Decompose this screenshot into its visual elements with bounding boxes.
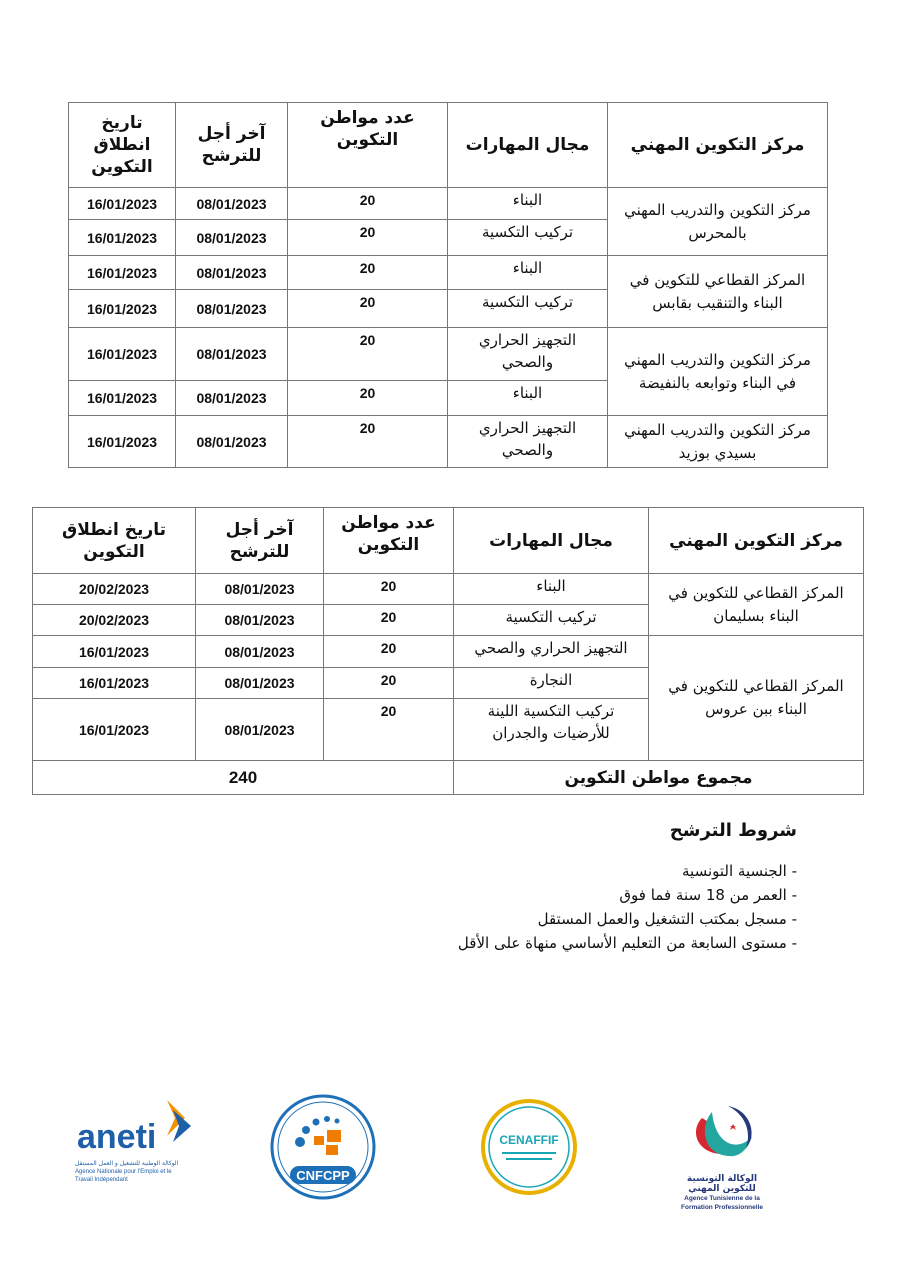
start-date-cell: 16/01/2023 xyxy=(33,699,196,761)
table-row xyxy=(69,416,828,468)
start-date-cell: 20/02/2023 xyxy=(33,574,196,605)
start-date-cell: 16/01/2023 xyxy=(69,256,176,290)
atfp-logo xyxy=(672,1100,772,1210)
start-date-cell: 16/01/2023 xyxy=(69,328,176,381)
table-row xyxy=(33,574,864,605)
aneti-subtitle-fr: Agence Nationale pour l'Emploi et le Travail Indépendant xyxy=(75,1169,172,1183)
cenaffif-logo xyxy=(480,1098,578,1196)
deadline-cell: 08/01/2023 xyxy=(196,605,324,636)
aneti-subtitle-ar: الوكالة الوطنية للتشغيل و العمل المستقل xyxy=(75,1160,179,1167)
deadline-cell: 08/01/2023 xyxy=(176,416,288,468)
header-deadline: آخر أجل للترشح xyxy=(176,103,288,188)
seats-cell: 20 xyxy=(288,290,448,328)
total-value: 240 xyxy=(33,761,454,795)
header-start: تاريخ انطلاق التكوين xyxy=(33,508,196,574)
start-date-cell: 16/01/2023 xyxy=(33,636,196,668)
conditions-section xyxy=(297,820,797,955)
aneti-logo xyxy=(75,1096,205,1196)
start-date-cell: 16/01/2023 xyxy=(69,220,176,256)
start-date-cell: 16/01/2023 xyxy=(69,188,176,220)
header-start: تاريخ انطلاق التكوين xyxy=(69,103,176,188)
header-center: مركز التكوين المهني xyxy=(649,508,864,574)
condition-item: - مستوى السابعة من التعليم الأساسي منهاة على الأقل xyxy=(457,934,797,952)
skill-cell: البناء xyxy=(448,188,608,220)
skill-cell: التجهيز الحراري والصحي xyxy=(454,636,649,668)
skill-cell: تركيب التكسية xyxy=(454,605,649,636)
seats-cell: 20 xyxy=(324,574,454,605)
header-center: مركز التكوين المهني xyxy=(608,103,828,188)
seats-cell: 20 xyxy=(324,605,454,636)
deadline-cell: 08/01/2023 xyxy=(176,290,288,328)
training-table-2 xyxy=(32,507,864,795)
seats-cell: 20 xyxy=(324,699,454,761)
condition-item: - الجنسية التونسية xyxy=(682,862,797,880)
table-row xyxy=(33,636,864,668)
skill-cell: تركيب التكسية اللينة للأرضيات والجدران xyxy=(454,699,649,761)
svg-text:aneti: aneti xyxy=(77,1118,157,1156)
cnfcpp-logo xyxy=(270,1094,376,1200)
skill-cell: البناء xyxy=(448,381,608,416)
start-date-cell: 16/01/2023 xyxy=(69,416,176,468)
center-name: مركز التكوين والتدريب المهني في البناء وتوابعه بالنفيضة xyxy=(608,328,828,416)
header-seats: عدد مواطن التكوين xyxy=(288,103,448,188)
seats-cell: 20 xyxy=(324,636,454,668)
header-deadline: آخر أجل للترشح xyxy=(196,508,324,574)
start-date-cell: 16/01/2023 xyxy=(69,381,176,416)
total-label: مجموع مواطن التكوين xyxy=(454,761,864,795)
skill-cell: النجارة xyxy=(454,668,649,699)
table-row xyxy=(69,328,828,381)
deadline-cell: 08/01/2023 xyxy=(176,188,288,220)
seats-cell: 20 xyxy=(288,188,448,220)
svg-text:CNFCPP: CNFCPP xyxy=(296,1168,350,1183)
skill-cell: تركيب التكسية xyxy=(448,290,608,328)
center-name: المركز القطاعي للتكوين في البناء بسليمان xyxy=(649,574,864,636)
deadline-cell: 08/01/2023 xyxy=(196,699,324,761)
deadline-cell: 08/01/2023 xyxy=(176,256,288,290)
start-date-cell: 20/02/2023 xyxy=(33,605,196,636)
conditions-title: شروط الترشح xyxy=(669,820,797,841)
center-name: المركز القطاعي للتكوين في البناء ببن عروس xyxy=(649,636,864,761)
seats-cell: 20 xyxy=(288,256,448,290)
start-date-cell: 16/01/2023 xyxy=(69,290,176,328)
skill-cell: البناء xyxy=(448,256,608,290)
seats-cell: 20 xyxy=(324,668,454,699)
deadline-cell: 08/01/2023 xyxy=(196,574,324,605)
table-row xyxy=(69,188,828,220)
seats-cell: 20 xyxy=(288,416,448,468)
skill-cell: تركيب التكسية xyxy=(448,220,608,256)
seats-cell: 20 xyxy=(288,381,448,416)
deadline-cell: 08/01/2023 xyxy=(176,328,288,381)
svg-text:CENAFFIF: CENAFFIF xyxy=(499,1133,559,1147)
atfp-subtitle-ar: الوكالة التونسية للتكوين المهني xyxy=(686,1174,758,1194)
cenaffif-emblem-icon xyxy=(480,1098,578,1196)
total-row xyxy=(33,761,864,795)
aneti-emblem-icon xyxy=(75,1096,205,1156)
table-row xyxy=(69,256,828,290)
header-skill: مجال المهارات xyxy=(454,508,649,574)
center-name: مركز التكوين والتدريب المهني بسيدي بوزيد xyxy=(608,416,828,468)
deadline-cell: 08/01/2023 xyxy=(196,636,324,668)
center-name: المركز القطاعي للتكوين في البناء والتنقيب بقابس xyxy=(608,256,828,328)
condition-item: - مسجل بمكتب التشغيل والعمل المستقل xyxy=(537,910,797,928)
deadline-cell: 08/01/2023 xyxy=(176,220,288,256)
condition-item: - العمر من 18 سنة فما فوق xyxy=(619,886,797,904)
cnfcpp-emblem-icon xyxy=(270,1094,376,1200)
logo-strip xyxy=(0,1090,905,1220)
conditions-list xyxy=(297,859,797,955)
atfp-subtitle-fr: Agence Tunisienne de la Formation Professionnelle xyxy=(681,1195,763,1211)
deadline-cell: 08/01/2023 xyxy=(176,381,288,416)
deadline-cell: 08/01/2023 xyxy=(196,668,324,699)
start-date-cell: 16/01/2023 xyxy=(33,668,196,699)
header-skill: مجال المهارات xyxy=(448,103,608,188)
header-seats: عدد مواطن التكوين xyxy=(324,508,454,574)
skill-cell: التجهيز الحراري والصحي xyxy=(448,328,608,381)
center-name: مركز التكوين والتدريب المهني بالمحرس xyxy=(608,188,828,256)
skill-cell: التجهيز الحراري والصحي xyxy=(448,416,608,468)
atfp-emblem-icon xyxy=(672,1100,772,1170)
seats-cell: 20 xyxy=(288,220,448,256)
training-table-1 xyxy=(68,102,828,468)
seats-cell: 20 xyxy=(288,328,448,381)
skill-cell: البناء xyxy=(454,574,649,605)
